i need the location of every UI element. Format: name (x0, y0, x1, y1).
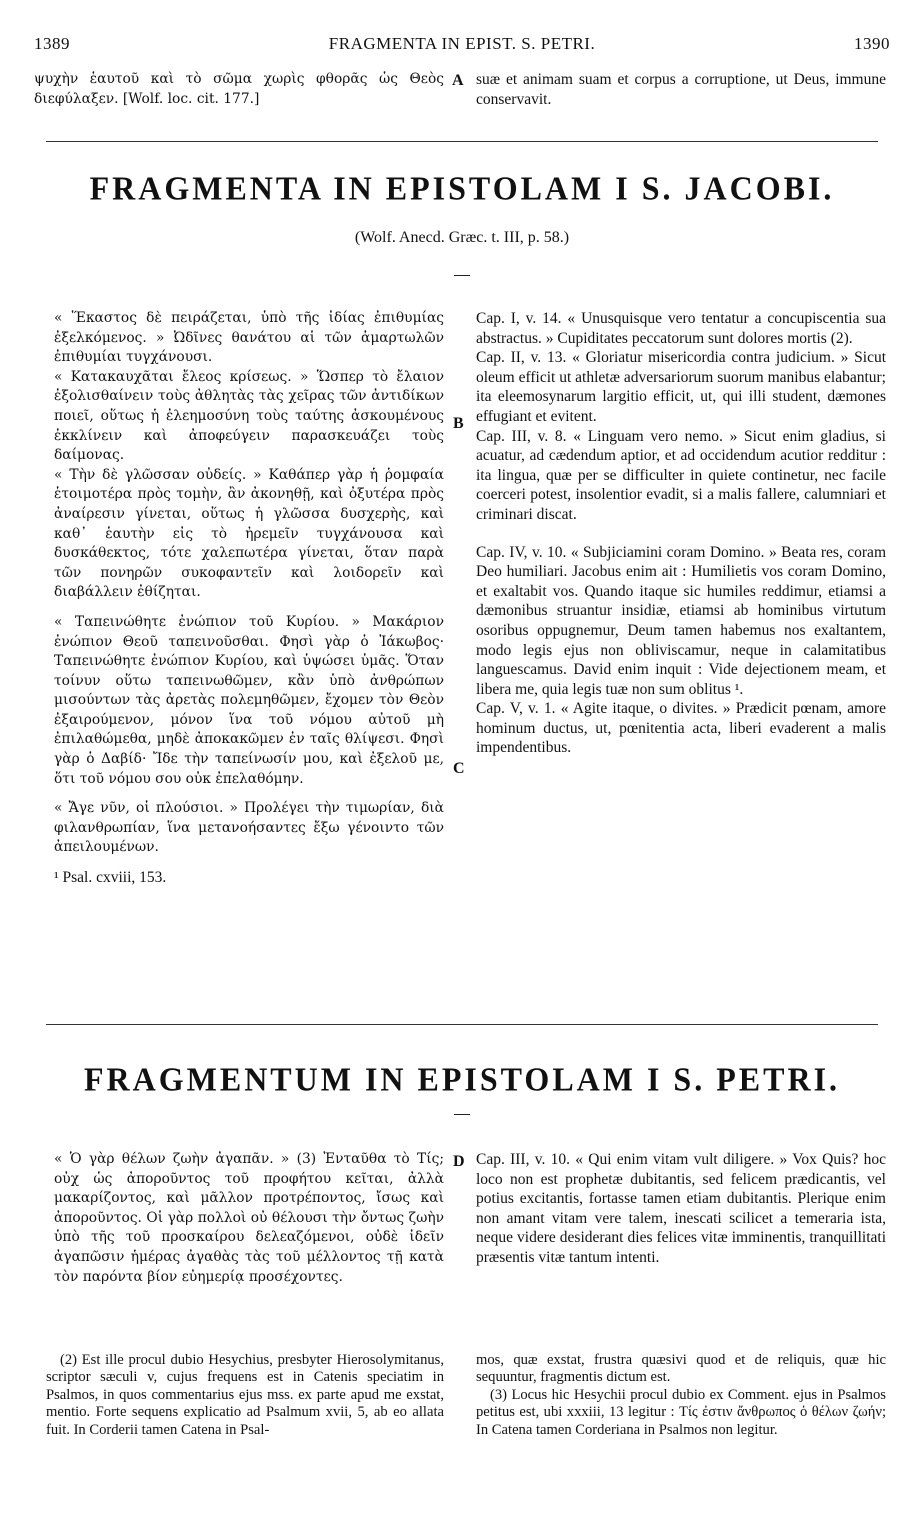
section1-latin-column (476, 309, 886, 758)
running-title: FRAGMENTA IN EPIST. S. PETRI. (328, 34, 596, 53)
carryover-greek: ψυχὴν ἑαυτοῦ καὶ τὸ σῶμα χωρὶς φθορᾶς ὡς Θεὸς διεφύλαξεν. [Wolf. loc. cit. 177.] (34, 71, 444, 107)
greek-paragraph: « Τὴν δὲ γλῶσσαν οὐδείς. » Καθάπερ γὰρ ἡ ῥομφαία ἑτοιμοτέρα πρὸς τομὴν, ἂν ἀκονηθῇ, καὶ ὀξυτέρα πρὸς ἀναίρεσιν γίνεται, οὕτως ἡ γλῶσσα δυσχερὴς, καὶ καθ᾽ ἑαυτὴν εἰς τὸ ἠρεμεῖν τυγχάνουσα καὶ δυσκάθεκτος, τότε χαλεπωτέρα γίνεται, ὅταν παρὰ τῶν πονηρῶν συκοφαντεῖν καὶ λοιδορεῖν καὶ διαβάλλειν ἐθίζηται. (54, 466, 444, 601)
title-dash (454, 275, 470, 276)
margin-marker-a: A (452, 72, 464, 89)
greek-paragraph: « Ἄγε νῦν, οἱ πλούσιοι. » Προλέγει τὴν τιμωρίαν, διὰ φιλανθρωπίαν, ἵνα μετανοήσαντες ἔξω γένοιντο τῶν ἀπειλουμένων. (54, 800, 444, 856)
endnote-left: (2) Est ille procul dubio Hesychius, presbyter Hierosolymitanus, scriptor sæculi v, cujus frequens est in Catenis speciatim in Psalmos, in quos commentarius ejus mss. ex parte apud me exstat, mentio. Forte sequens explicatio ad Psalmum xvii, 5, ab eo allata fuit. In Corderii tamen Catena in Psal- (46, 1352, 444, 1438)
latin-paragraph: Cap. I, v. 14. « Unusquisque vero tentatur a concupiscentia sua abstractus. » Cupiditates peccatorum sunt dolores mortis (2). (476, 310, 886, 347)
greek-paragraph: « Ταπεινώθητε ἐνώπιον τοῦ Κυρίου. » Μακάριον ἐνώπιον Θεοῦ ταπεινοῦσθαι. Φησὶ γὰρ ὁ Ἰάκωβος· Ταπεινώθητε ἐνώπιον Κυρίου, καὶ ὑψώσει ὑμᾶς. Ὅταν τοίνυν οὕτω ταπεινωθῶμεν, κἂν ὑπὸ ἀνθρώπων μισούντων τὰς ἀρετὰς πολεμηθῶμεν, ἔχομεν τὸν Θεὸν ἐξαιρούμενον, μόνον ἵνα τοῦ νόμου αὐτοῦ μὴ ἐπιλαθώμεθα, μηδὲ ἀποκακῶμεν ἐν ταῖς θλίψεσι. Φησὶ γὰρ ὁ Δαβίδ· Ἴδε τὴν ταπείνωσίν μου, καὶ ἐξελοῦ με, ὅτι τοῦ νόμου σου οὐκ ἐπελαθόμην. (54, 613, 444, 787)
running-head (34, 34, 890, 56)
footnote: ¹ Psal. cxviii, 153. (54, 869, 167, 887)
section1-greek-column (54, 309, 444, 888)
section2-greek-column: « Ὁ γὰρ θέλων ζωὴν ἀγαπᾶν. » (3) Ἐνταῦθα τὸ Τίς; οὐχ ὡς ἀποροῦντος τοῦ προφήτου κεῖται, ἀλλὰ μακαρίζοντος, καὶ μᾶλλον προτρέποντος, ἴσως καὶ ἀποροῦντος. Οἱ γὰρ πολλοὶ οὐ θέλουσι τὴν ὄντως ζωὴν ὑπὸ τῆς τοῦ προσκαίρου δελεαζόμενοι, οὐδὲ ἰδεῖν ἀγαπῶσιν ἡμέρας ἀγαθὰς τὰς τοῦ μέλλοντος τῇ κατὰ τὸν παρόντα βίον εὐημερίᾳ προσέχοντες. (54, 1151, 444, 1285)
section-divider-2 (46, 1024, 878, 1025)
latin-paragraph: Cap. III, v. 8. « Linguam vero nemo. » Sicut enim gladius, si acuatur, ad cædendum aptior, et ad occidendum acutior redditur : ita lingua, quæ per se difficulter in quiete continetur, nec facile coerceri potest, insolentior evadit, si a malis fallere, calumniari et criminari discat. (476, 427, 886, 523)
margin-marker-d: D (453, 1153, 465, 1170)
latin-paragraph: Cap. II, v. 13. « Gloriatur misericordia contra judicium. » Sicut oleum efficit ut athletæ adversariorum suorum manibus elabantur; ita eleemosynarum largitio efficit, ut, qui illi student, dæmones effugiant et evitent. (476, 349, 886, 425)
latin-paragraph: Cap. IV, v. 10. « Subjiciamini coram Domino. » Beata res, coram Deo humiliari. Jacobus enim ait : Humilietis vos coram Domino, et exaltabit vos. Quando itaque sic humiles reddimur, etiamsi a dæmonibus struantur insidiæ, etiamsi ab hominibus virtutum osoribus oppugnemur, Deum tamen habemus nos exaltantem, modo legis ejus non obliviscamur, neque in calamitatibus languescamus. David enim inquit : Vide dejectionem meam, et libera me, quia legis tuæ non sum oblitus ¹. (476, 543, 886, 698)
section-divider-1 (46, 141, 878, 142)
section2-latin-column: Cap. III, v. 10. « Qui enim vitam vult diligere. » Vox Quis? hoc loco non est prophetæ dubitantis, sed felicem prædicantis, vel potius excitantis, fortasse tamen etiam dubitantis. Plerique enim non amant vitam vere talem, inescati scilicet a temeraria ista, neque videre desiderant dies felices vitæ imminentis, tranquillitati præsentis vitæ tantum intenti. (476, 1151, 886, 1266)
margin-marker-b: B (453, 415, 464, 432)
page-number-left: 1389 (34, 34, 70, 53)
latin-paragraph: Cap. V, v. 1. « Agite itaque, o divites. » Prædicit pœnam, amore hominum ductus, ut, pœnitentia acta, liberi evaderent a malis impendentibus. (476, 700, 886, 757)
page-number-right: 1390 (854, 34, 890, 53)
title-dash (454, 1114, 470, 1115)
greek-paragraph: « Κατακαυχᾶται ἔλεος κρίσεως. » Ὥσπερ τὸ ἔλαιον ἐξολισθαίνειν τοὺς ἀθλητὰς τὰς χεῖρας τῶν ἀντιδίκων ποιεῖ, οὕτως ἡ ἐλεημοσύνη τοὺς ταύτης ἀσκουμένους ἐκκλίνειν καὶ ἀποφεύγειν παρασκευάζει τοὺς δαίμονας. (54, 368, 444, 464)
carryover-latin: suæ et animam suam et corpus a corruptione, ut Deus, immune conservavit. (476, 71, 886, 108)
margin-marker-c: C (453, 760, 465, 777)
section1-title: FRAGMENTA IN EPISTOLAM I S. JACOBI. (89, 169, 835, 207)
endnote-right: mos, quæ exstat, frustra quæsivi quod et de reliquis, quæ hic sequuntur, fragmentis dictum est. (3) Locus hic Hesychii procul dubio ex Comment. ejus in Psalmos petitus est, ubi xxxiii, 13 legitur : Τίς ἐστιν ἄνθρωπος ὁ θέλων ζωήν; In Catena tamen Corderiana in Psalmos non legitur. (476, 1352, 886, 1438)
section2-title: FRAGMENTUM IN EPISTOLAM I S. PETRI. (83, 1060, 841, 1098)
section1-source: (Wolf. Anecd. Græc. t. III, p. 58.) (354, 229, 570, 246)
greek-paragraph: « Ἕκαστος δὲ πειράζεται, ὑπὸ τῆς ἰδίας ἐπιθυμίας ἐξελκόμενος. » Ὠδῖνες θανάτου αἱ τῶν ἁμαρτωλῶν ἐπιθυμίαι τυγχάνουσι. (54, 310, 444, 366)
